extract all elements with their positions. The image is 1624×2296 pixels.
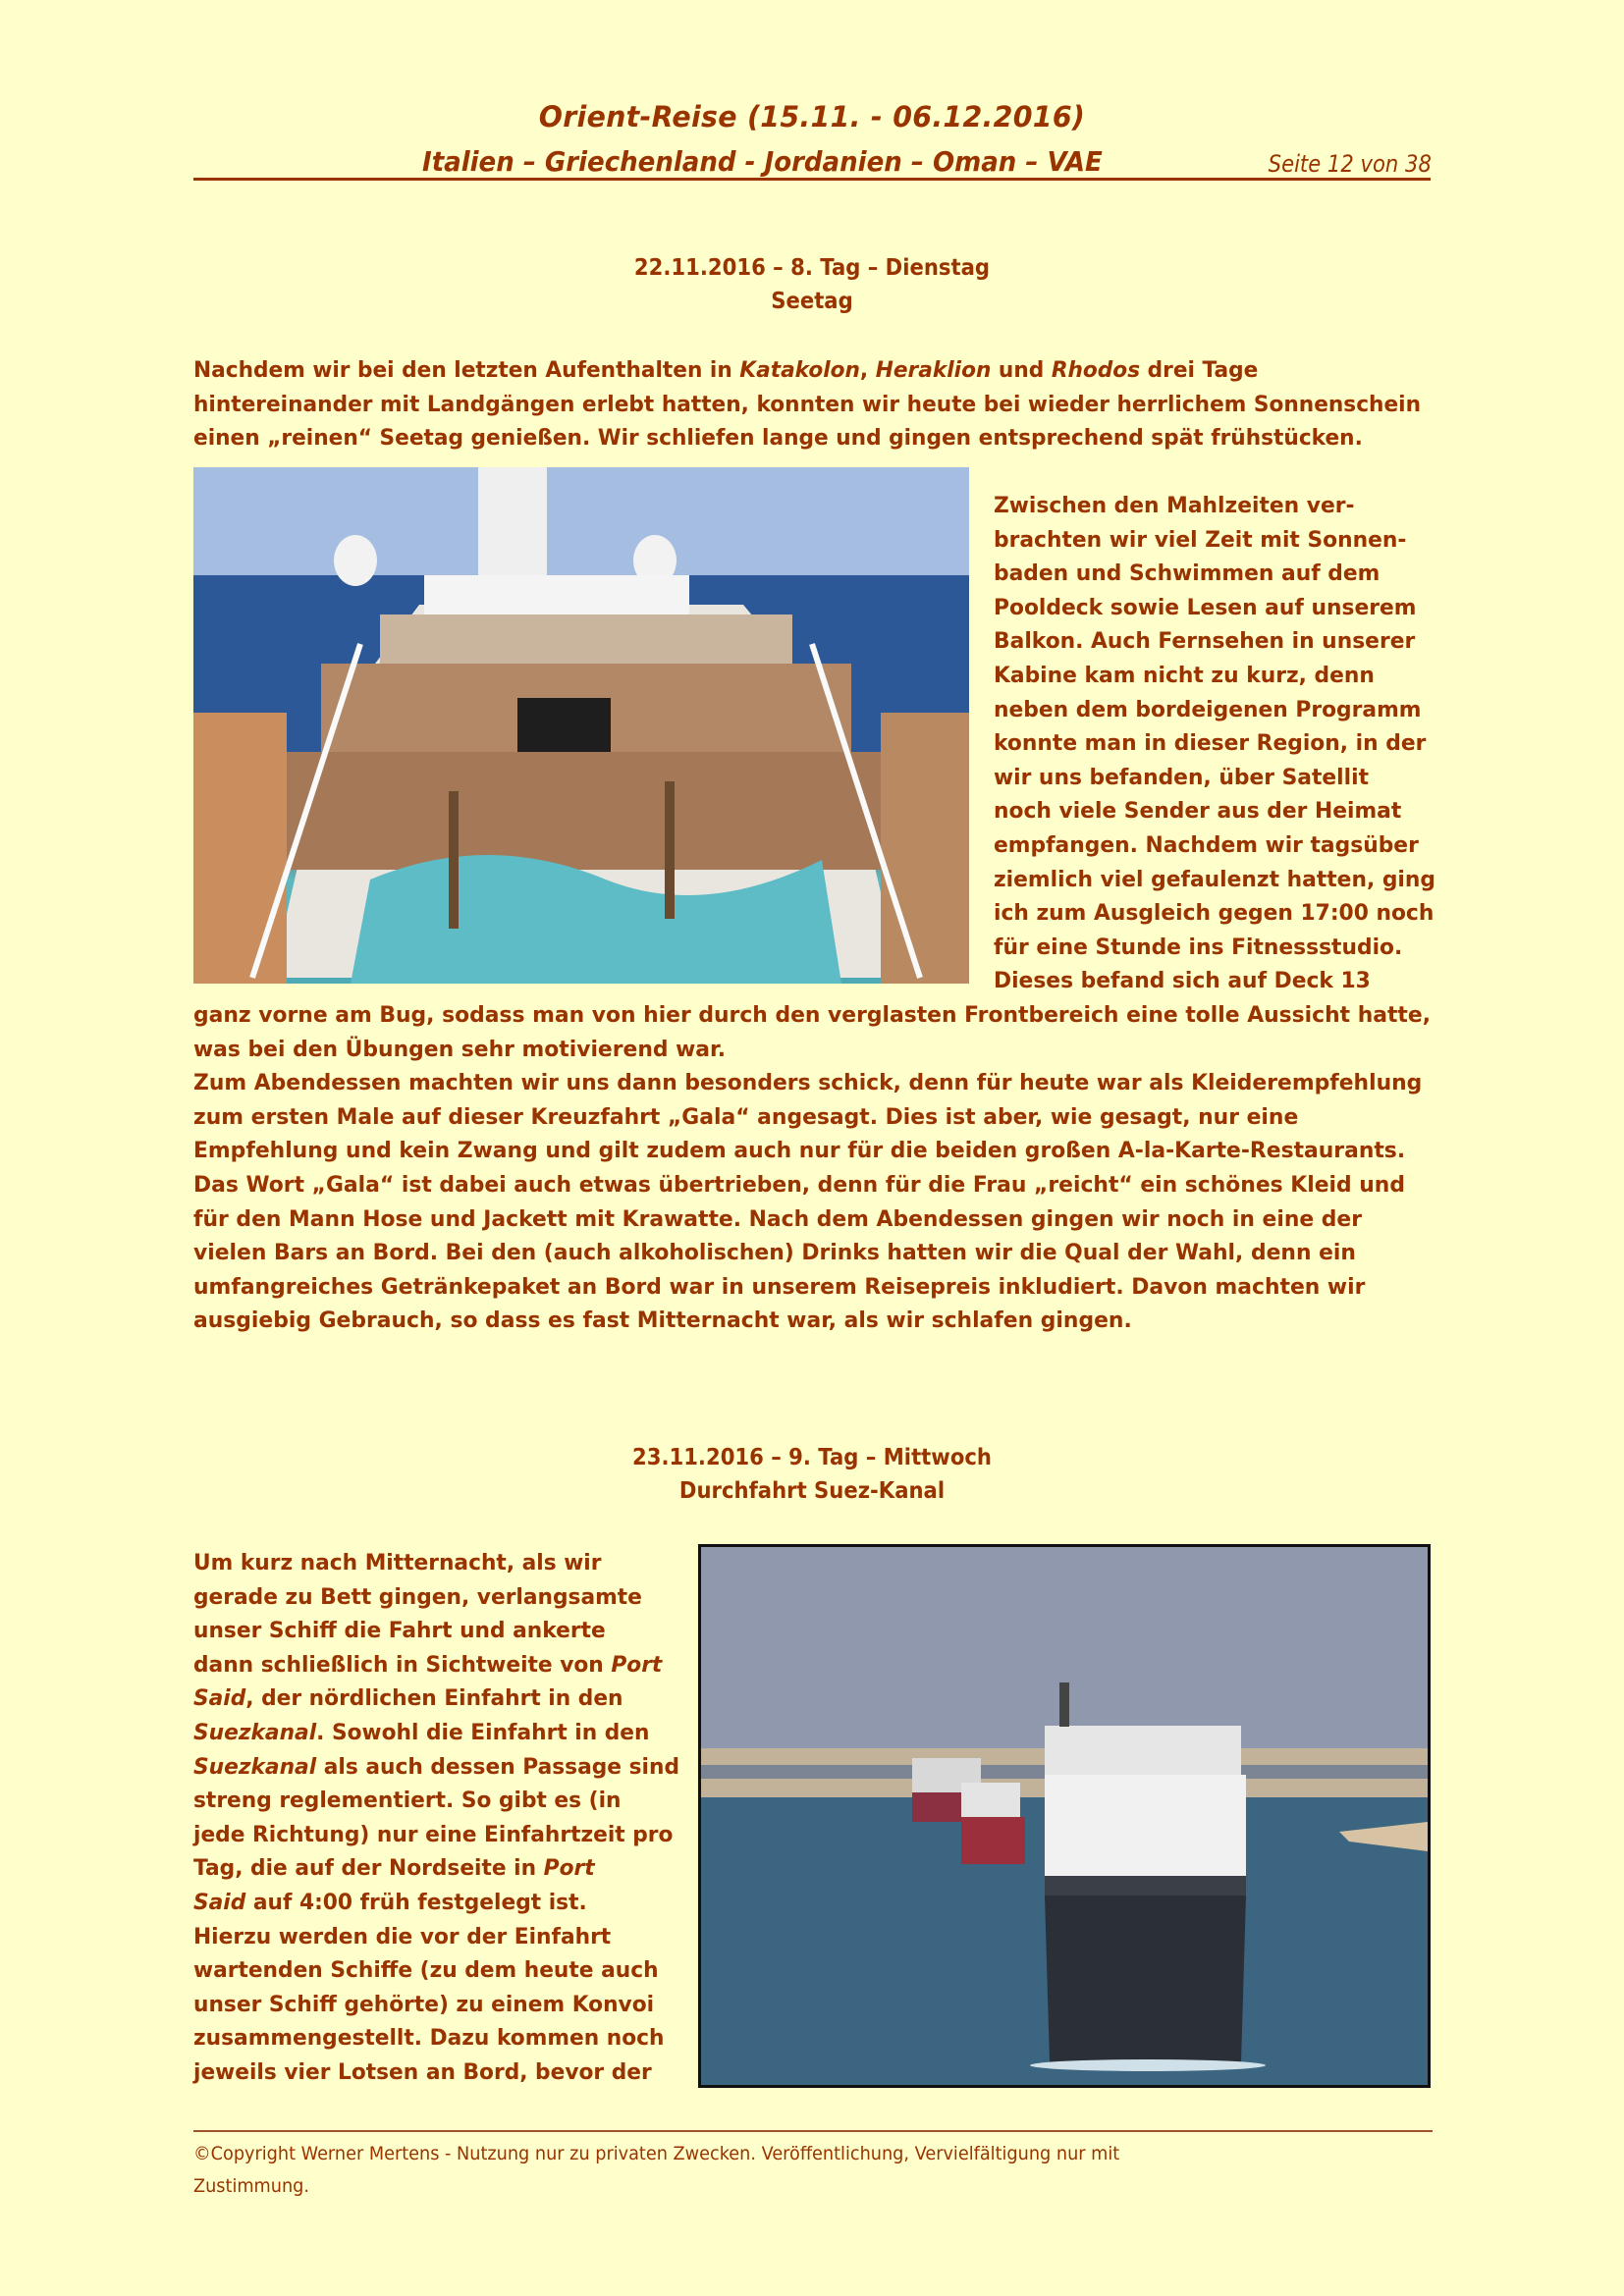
document-subtitle-countries: Italien – Griechenland - Jordanien – Oman – VAE <box>422 145 1103 178</box>
section-date-line: 22.11.2016 – 8. Tag – Dienstag <box>633 255 991 281</box>
text-line: neben dem bordeigenen Programm <box>994 696 1422 722</box>
text-line: Tag, die auf der Nordseite in Port <box>193 1855 595 1882</box>
text-line: Das Wort „Gala“ ist dabei auch etwas übertrieben, denn für die Frau „reicht“ ein schönes Kleid und <box>193 1171 1405 1198</box>
text-line: Hierzu werden die vor der Einfahrt <box>193 1923 612 1949</box>
text-line: was bei den Übungen sehr motivierend war. <box>193 1036 727 1062</box>
text-line: empfangen. Nachdem wir tagsüber <box>994 831 1419 858</box>
text-line: brachten wir viel Zeit mit Sonnen- <box>994 526 1407 553</box>
suez-convoy-illustration <box>701 1547 1428 2085</box>
section-side-paragraph <box>994 489 1450 998</box>
text-line: Suezkanal. Sowohl die Einfahrt in den <box>193 1719 650 1745</box>
place-name: Said <box>193 1685 246 1712</box>
section-body-paragraph <box>193 998 1468 1338</box>
header-rule <box>193 178 1431 181</box>
page-number: Seite 12 von 38 <box>1268 150 1432 178</box>
text-line: unser Schiff gehörte) zu einem Konvoi <box>193 1991 655 2017</box>
text-line: zusammengestellt. Dazu kommen noch <box>193 2025 665 2052</box>
copyright-notice <box>193 2138 1323 2203</box>
text-line: Said, der nördlichen Einfahrt in den <box>193 1685 623 1712</box>
text-line: Pooldeck sowie Lesen auf unserem <box>994 594 1417 620</box>
text-line: jede Richtung) nur eine Einfahrtzeit pro <box>193 1821 674 1847</box>
footer-rule <box>193 2130 1433 2132</box>
suez-convoy-photo <box>698 1544 1431 2088</box>
text-line: vielen Bars an Bord. Bei den (auch alkoholischen) Drinks hatten wir die Qual der Wahl, denn ein <box>193 1240 1356 1266</box>
text-line: ziemlich viel gefaulenzt hatten, ging <box>994 866 1435 892</box>
text-line: Zum Abendessen machten wir uns dann besonders schick, denn für heute war als Kleiderempfehlung <box>193 1070 1423 1096</box>
place-name: Port <box>611 1651 663 1678</box>
text-line: Dieses befand sich auf Deck 13 <box>994 968 1371 994</box>
text-line: wir uns befanden, über Satellit <box>994 764 1369 790</box>
text-line: dann schließlich in Sichtweite von Port <box>193 1651 663 1678</box>
text-line: Balkon. Auch Fernsehen in unserer <box>994 628 1416 655</box>
text-line: Suezkanal als auch dessen Passage sind <box>193 1753 679 1780</box>
text-line: Nachdem wir bei den letzten Aufenthalten in Katakolon, Heraklion und Rhodos drei Tage <box>193 357 1259 383</box>
text-line: umfangreiches Getränkepaket an Bord war in unserem Reisepreis inkludiert. Davon machten wir <box>193 1273 1366 1300</box>
text-line: ganz vorne am Bug, sodass man von hier durch den verglasten Frontbereich eine tolle Aussicht hatte, <box>193 1002 1431 1028</box>
text-line: hintereinander mit Landgängen erlebt hatten, konnten wir heute bei wieder herrlichem Sonnenschein <box>193 391 1421 417</box>
section-date-line: 23.11.2016 – 9. Tag – Mittwoch <box>632 1445 992 1470</box>
text-line: gerade zu Bett gingen, verlangsamte <box>193 1583 642 1610</box>
section-heading-day9 <box>0 1441 1624 1508</box>
section-heading-day8 <box>0 251 1624 318</box>
text-line: ausgiebig Gebrauch, so dass es fast Mitternacht war, als wir schlafen gingen. <box>193 1308 1132 1334</box>
section-side-paragraph <box>193 1546 697 2090</box>
text-line: Zwischen den Mahlzeiten ver- <box>994 493 1355 518</box>
place-name: Katakolon <box>739 357 860 383</box>
text-line: einen „reinen“ Seetag genießen. Wir schliefen lange und gingen entsprechend spät frühstücken. <box>193 425 1363 452</box>
text-line: konnte man in dieser Region, in der <box>994 730 1427 757</box>
section-intro-paragraph <box>193 353 1468 455</box>
section-subtitle: Seetag <box>771 289 853 314</box>
text-line: noch viele Sender aus der Heimat <box>994 798 1402 825</box>
text-line: zum ersten Male auf dieser Kreuzfahrt „Gala“ angesagt. Dies ist aber, wie gesagt, nur eine <box>193 1103 1299 1130</box>
text-line: für den Mann Hose und Jackett mit Krawatte. Nach dem Abendessen gingen wir noch in eine der <box>193 1205 1363 1232</box>
place-name: Rhodos <box>1051 357 1141 383</box>
text-line: unser Schiff die Fahrt und ankerte <box>193 1618 606 1644</box>
place-name: Port <box>543 1855 595 1882</box>
text-line: Empfehlung und kein Zwang und gilt zudem auch nur für die beiden großen A-la-Karte-Restaurants. <box>193 1138 1406 1164</box>
place-name: Heraklion <box>875 357 992 383</box>
section-subtitle: Durchfahrt Suez-Kanal <box>678 1478 946 1504</box>
text-line: baden und Schwimmen auf dem <box>994 561 1380 587</box>
text-line: Um kurz nach Mitternacht, als wir <box>193 1550 602 1575</box>
copyright-line-1: ©Copyright Werner Mertens - Nutzung nur zu privaten Zwecken. Veröffentlichung, Vervielfältigung nur mit <box>193 2143 1120 2164</box>
text-line: ich zum Ausgleich gegen 17:00 noch <box>994 900 1435 927</box>
document-title: Orient-Reise (15.11. - 06.12.2016) <box>538 100 1086 133</box>
place-name: Said <box>193 1889 246 1915</box>
text-line: wartenden Schiffe (zu dem heute auch <box>193 1957 659 1984</box>
pooldeck-photo-illustration <box>193 467 969 984</box>
text-line: Said auf 4:00 früh festgelegt ist. <box>193 1889 587 1915</box>
copyright-line-2: Zustimmung. <box>193 2175 310 2197</box>
text-line: für eine Stunde ins Fitnessstudio. <box>994 934 1403 960</box>
pooldeck-photo <box>193 467 969 984</box>
text-line: jeweils vier Lotsen an Bord, bevor der <box>193 2058 652 2085</box>
place-name: Suezkanal <box>193 1719 317 1745</box>
place-name: Suezkanal <box>193 1753 317 1780</box>
text-line: streng reglementiert. So gibt es (in <box>193 1788 622 1814</box>
text-line: Kabine kam nicht zu kurz, denn <box>994 662 1375 688</box>
